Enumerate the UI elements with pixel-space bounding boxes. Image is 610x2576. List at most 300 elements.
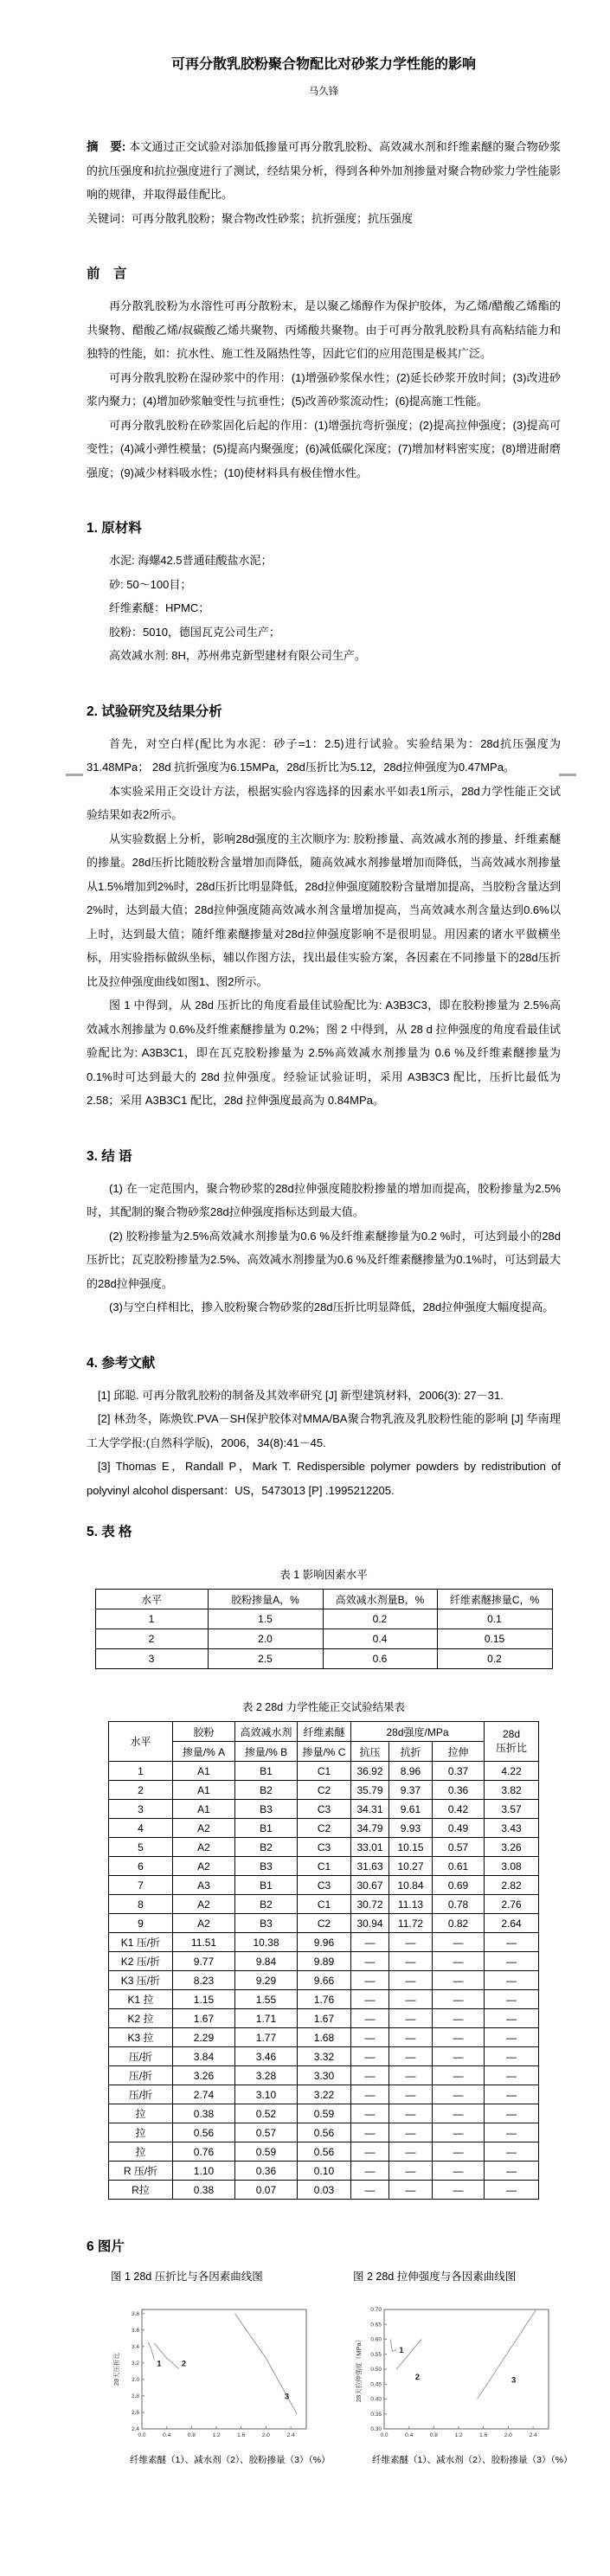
- table-header-row: [108, 1742, 538, 1762]
- table-cell: —: [350, 2104, 388, 2123]
- svg-text:3.2: 3.2: [131, 2361, 139, 2367]
- heading-references: 4. 参考文献: [87, 1355, 156, 1371]
- table-cell: B1: [234, 1819, 297, 1838]
- table-cell: A2: [172, 1914, 234, 1933]
- table-cell: 2.82: [485, 1876, 539, 1895]
- column-header: 胶粉掺量A，%: [208, 1590, 323, 1609]
- figure-1-caption: 图 1 28d 压折比与各因素曲线图: [111, 2271, 263, 2283]
- svg-text:2: 2: [181, 2359, 187, 2369]
- svg-text:3.0: 3.0: [131, 2377, 139, 2384]
- page-break-marker: [0, 774, 610, 776]
- table-cell: 7: [108, 1876, 172, 1895]
- svg-text:0.55: 0.55: [370, 2351, 382, 2358]
- experiment-paragraph: 图 1 中得到，从 28d 压折比的角度看最佳试验配比为: A3B3C3，即在胶粉掺量为 2.5%高效减水剂掺量为 0.6%及纤维素醚掺量为 0.2%；图 2 中得到，从 28 d 拉伸强度的角度看最佳试验配比为: A3B3C1，即在瓦克胶粉掺量为 2.5%高效减水剂掺量为 0.6 %及纤维素醚掺量为 0.1%时可达到最大的 28d 拉伸强度。经验证试验证明，采用 A3B3C3 配比，压折比最低为 2.58；采用 A3B3C1 配比，28d 拉伸强度最高为 0.84MPa。: [87, 999, 561, 1107]
- table-cell: C3: [297, 1800, 350, 1819]
- column-header: 掺量/% A: [172, 1742, 234, 1762]
- table-row: [108, 1895, 538, 1914]
- table-cell: 0.42: [432, 1800, 484, 1819]
- table-cell: 9.37: [388, 1781, 432, 1800]
- table-cell: —: [350, 2009, 388, 2028]
- heading-experiment: 2. 试验研究及结果分析: [87, 703, 222, 719]
- table-cell: 0.38: [172, 2104, 234, 2123]
- table-cell: R拉: [108, 2181, 172, 2200]
- table-row: [95, 1609, 552, 1629]
- table-cell: 9.84: [234, 1952, 297, 1971]
- table-cell: —: [432, 2181, 484, 2200]
- table-row: [108, 1800, 538, 1819]
- table-cell: 3.30: [297, 2066, 350, 2085]
- table-cell: —: [432, 2085, 484, 2104]
- table-cell: 1.5: [208, 1609, 323, 1629]
- preface-paragraph: 可再分散乳胶粉在湿砂浆中的作用：(1)增强砂浆保水性；(2)延长砂浆开放时间；(3)改进砂浆内聚力；(4)增加砂浆触变性与抗垂性；(5)改善砂浆流动性；(6)提高施工性能。: [87, 370, 561, 408]
- table-cell: —: [432, 1952, 484, 1971]
- svg-text:0.4: 0.4: [405, 2432, 414, 2438]
- table-cell: —: [388, 2104, 432, 2123]
- svg-text:2.4: 2.4: [286, 2432, 295, 2438]
- table-row: [108, 2009, 538, 2028]
- table-cell: 压/折: [108, 2085, 172, 2104]
- table-factor-levels: [95, 1589, 553, 1669]
- table-cell: 1.76: [297, 1990, 350, 2009]
- table-cell: B3: [234, 1800, 297, 1819]
- table-cell: 0.56: [172, 2123, 234, 2142]
- svg-text:0.60: 0.60: [370, 2336, 382, 2343]
- table-cell: 9: [108, 1914, 172, 1933]
- table-cell: 3.32: [297, 2047, 350, 2066]
- table-cell: —: [388, 2123, 432, 2142]
- column-header: 掺量/% B: [234, 1742, 297, 1762]
- table-cell: 3.10: [234, 2085, 297, 2104]
- svg-text:3.6: 3.6: [131, 2328, 139, 2334]
- svg-text:2.4: 2.4: [131, 2426, 139, 2433]
- table-cell: 拉: [108, 2123, 172, 2142]
- table-cell: 5: [108, 1838, 172, 1857]
- column-header: 拉伸: [432, 1742, 484, 1762]
- table-cell: —: [350, 2123, 388, 2142]
- column-header-line: 压折比: [495, 1742, 527, 1754]
- table-cell: A2: [172, 1895, 234, 1914]
- table-cell: 9.29: [234, 1971, 297, 1990]
- table-cell: —: [388, 2066, 432, 2085]
- svg-text:0.40: 0.40: [370, 2396, 382, 2403]
- column-header: 掺量/% C: [297, 1742, 350, 1762]
- table-cell: 2.5: [208, 1649, 323, 1669]
- table-cell: 8.23: [172, 1971, 234, 1990]
- table-row: [108, 2142, 538, 2162]
- table-cell: B2: [234, 1781, 297, 1800]
- table-cell: —: [388, 1952, 432, 1971]
- author-name: 马久锋: [308, 87, 339, 97]
- table-row: [108, 1819, 538, 1838]
- table-row: [108, 2123, 538, 2142]
- table-cell: 3.08: [485, 1857, 539, 1876]
- table-cell: C1: [297, 1857, 350, 1876]
- experiment-paragraph: 从实验数据上分析，影响28d强度的主次顺序为: 胶粉掺量、高效减水剂的掺量、纤维素醚的掺量。28d压折比随胶粉含量增加而降低，随高效减水剂掺量增加而降低，当高效减水剂掺量从1.5%增加到2%时，28d压折比明显降低，28d拉伸强度随胶粉含量增加提高，当胶粉含量达到2%时，达到最大值；28d拉伸强度随高效减水剂含量增加提高，当高效减水剂含量达到0.6%以上时，达到最大值；随纤维素醚掺量对28d拉伸强度影响不是很明显。用因素的诸水平做横坐标，用实验指标做纵坐标，辅以作图方法，找出最佳实验方案，各因素在不同掺量下的28d压折比及拉伸强度曲线如图1、图2所示。: [87, 832, 561, 988]
- table-row: [108, 1952, 538, 1971]
- table-cell: —: [485, 2009, 539, 2028]
- table-row: [108, 1876, 538, 1895]
- svg-text:0.50: 0.50: [370, 2367, 382, 2374]
- table-cell: 0.56: [297, 2142, 350, 2162]
- table-cell: 0.82: [432, 1914, 484, 1933]
- table-cell: —: [485, 2181, 539, 2200]
- figure-2: [353, 2269, 573, 2466]
- table-cell: —: [432, 2104, 484, 2123]
- svg-text:2.8: 2.8: [131, 2393, 139, 2400]
- table-cell: 2.76: [485, 1895, 539, 1914]
- table-row: [108, 2162, 538, 2181]
- table-cell: —: [350, 2162, 388, 2181]
- column-header: 水平: [108, 1722, 172, 1762]
- table-cell: 0.52: [234, 2104, 297, 2123]
- heading-conclusion: 3. 结 语: [87, 1148, 132, 1164]
- table-cell: —: [388, 1933, 432, 1952]
- table-cell: 3.57: [485, 1800, 539, 1819]
- column-header: 抗折: [388, 1742, 432, 1762]
- column-header: 水平: [95, 1590, 208, 1609]
- table-row: [108, 1857, 538, 1876]
- table-cell: 0.57: [432, 1838, 484, 1857]
- svg-text:0.65: 0.65: [370, 2322, 382, 2329]
- svg-text:2: 2: [414, 2373, 421, 2383]
- table-header-row: [108, 1722, 538, 1742]
- conclusion-paragraph: (2) 胶粉掺量为2.5%高效减水剂掺量为0.6 %及纤维素醚掺量为0.2 %时，可达到最小的28d压折比；瓦克胶粉掺量为2.5%、高效减水剂掺量为0.6 %及纤维素醚掺量为0.1%时，可达到最大的28d拉伸强度。: [87, 1229, 561, 1290]
- table-row: [108, 2047, 538, 2066]
- svg-text:1.2: 1.2: [212, 2432, 221, 2438]
- table-cell: B2: [234, 1895, 297, 1914]
- table-cell: 0.49: [432, 1819, 484, 1838]
- table-cell: 0.10: [297, 2162, 350, 2181]
- column-header: 纤维素醚: [297, 1722, 350, 1742]
- table-cell: —: [485, 2066, 539, 2085]
- table-row: [95, 1649, 552, 1669]
- table-cell: —: [388, 2142, 432, 2162]
- svg-text:2.6: 2.6: [131, 2410, 139, 2417]
- table-cell: 0.38: [172, 2181, 234, 2200]
- table-cell: 0.4: [323, 1629, 437, 1649]
- column-header: 纤维素醚掺量C，%: [437, 1590, 552, 1609]
- table-cell: —: [485, 1933, 539, 1952]
- table-cell: 0.69: [432, 1876, 484, 1895]
- table-cell: 34.31: [350, 1800, 388, 1819]
- svg-text:2.0: 2.0: [504, 2432, 512, 2438]
- svg-text:1.6: 1.6: [479, 2432, 488, 2438]
- table-cell: —: [388, 2162, 432, 2181]
- heading-preface: 前 言: [87, 267, 127, 281]
- svg-text:0.45: 0.45: [370, 2381, 382, 2388]
- svg-text:3.4: 3.4: [131, 2344, 139, 2350]
- table-cell: —: [485, 2123, 539, 2142]
- table-cell: —: [350, 2085, 388, 2104]
- table-cell: —: [432, 2162, 484, 2181]
- svg-text:0.8: 0.8: [429, 2432, 438, 2438]
- table-row: [108, 2066, 538, 2085]
- table-cell: A1: [172, 1781, 234, 1800]
- table-cell: —: [350, 2181, 388, 2200]
- table-cell: 8: [108, 1895, 172, 1914]
- table-cell: 2.29: [172, 2028, 234, 2047]
- table-cell: 0.59: [297, 2104, 350, 2123]
- table-cell: 10.15: [388, 1838, 432, 1857]
- table-cell: 3.26: [485, 1838, 539, 1857]
- table-cell: 10.27: [388, 1857, 432, 1876]
- table-cell: 0.37: [432, 1762, 484, 1781]
- table-cell: 1.68: [297, 2028, 350, 2047]
- table-cell: 2: [95, 1629, 208, 1649]
- svg-text:2.4: 2.4: [529, 2432, 537, 2438]
- table-row: [95, 1629, 552, 1649]
- table-cell: 6: [108, 1857, 172, 1876]
- column-header: 抗压: [350, 1742, 388, 1762]
- figure-2-caption: 图 2 28d 拉伸强度与各因素曲线图: [353, 2271, 517, 2283]
- table-cell: C2: [297, 1781, 350, 1800]
- table-cell: 0.59: [234, 2142, 297, 2162]
- table-cell: K3 压/折: [108, 1971, 172, 1990]
- table-cell: A1: [172, 1762, 234, 1781]
- table-cell: —: [485, 2142, 539, 2162]
- figure-2-xaxis-label: 纤维素醚（1）、减水剂（2）、胶粉掺量（3）（%）: [372, 2455, 573, 2465]
- table-cell: 拉: [108, 2104, 172, 2123]
- table1-caption: 表 1 影响因素水平: [279, 1569, 368, 1581]
- table-cell: 36.92: [350, 1762, 388, 1781]
- material-item: 纤维素醚：HPMC；: [109, 601, 210, 614]
- svg-text:0.70: 0.70: [370, 2307, 382, 2314]
- table-cell: 4: [108, 1819, 172, 1838]
- svg-text:0.35: 0.35: [370, 2412, 382, 2418]
- table-row: [108, 2104, 538, 2123]
- table-cell: —: [432, 2028, 484, 2047]
- svg-text:3.8: 3.8: [131, 2311, 139, 2317]
- table-cell: A3: [172, 1876, 234, 1895]
- table-cell: K3 拉: [108, 2028, 172, 2047]
- table-cell: —: [388, 1990, 432, 2009]
- table-cell: C2: [297, 1819, 350, 1838]
- table-cell: 3.43: [485, 1819, 539, 1838]
- table-cell: 1.10: [172, 2162, 234, 2181]
- table-cell: —: [388, 2047, 432, 2066]
- table-cell: —: [350, 2066, 388, 2085]
- table-cell: 1.77: [234, 2028, 297, 2047]
- table-orthogonal-results: [108, 1721, 539, 2200]
- table-cell: —: [432, 1971, 484, 1990]
- figure-1-xaxis-label: 纤维素醚（1）、减水剂（2）、胶粉掺量（3）（%）: [130, 2455, 331, 2465]
- table-row: [108, 1933, 538, 1952]
- table-cell: 2.74: [172, 2085, 234, 2104]
- table-cell: 3: [95, 1649, 208, 1669]
- table-cell: 9.77: [172, 1952, 234, 1971]
- table-cell: 34.79: [350, 1819, 388, 1838]
- figure-1: [111, 2269, 331, 2466]
- table-cell: 压/折: [108, 2066, 172, 2085]
- table-cell: 0.36: [432, 1781, 484, 1800]
- column-header: [485, 1722, 539, 1762]
- column-header-group: 28d强度/MPa: [350, 1722, 484, 1742]
- experiment-paragraph: 本实验采用正交设计方法，根据实验内容选择的因素水平如表1所示，28d力学性能正交试验结果如表2所示。: [87, 784, 561, 821]
- table-row: [108, 1990, 538, 2009]
- table-cell: 35.79: [350, 1781, 388, 1800]
- preface-paragraph: 再分散乳胶粉为水溶性可再分散粉末，是以聚乙烯醇作为保护胶体，为乙烯/醋酸乙烯酯的共聚物、醋酸乙烯/叔碳酸乙烯共聚物、丙烯酸共聚物。由于可再分散乳胶粉具有高粘结能力和独特的性能，如：抗水性、施工性及隔热性等，因此它们的应用范围是极其广泛。: [87, 299, 561, 360]
- table-cell: 3.46: [234, 2047, 297, 2066]
- reference-item: [3] Thomas E，Randall P，Mark T. Redispersible polymer powders by redistribution of polyvinyl alcohol dispersant：US，5473013 [P] .1995212205.: [87, 1460, 561, 1497]
- material-item: 水泥: 海螺42.5普通硅酸盐水泥；: [109, 554, 273, 567]
- table-cell: R 压/折: [108, 2162, 172, 2181]
- table-cell: —: [388, 2181, 432, 2200]
- table-cell: 9.61: [388, 1800, 432, 1819]
- table-cell: —: [432, 2047, 484, 2066]
- svg-text:1.2: 1.2: [454, 2432, 463, 2438]
- table-cell: 2.0: [208, 1629, 323, 1649]
- table-cell: K1 压/折: [108, 1933, 172, 1952]
- table-cell: 1.67: [297, 2009, 350, 2028]
- abstract-label: 摘 要:: [87, 140, 130, 153]
- svg-text:2.0: 2.0: [261, 2432, 270, 2438]
- table-cell: 31.63: [350, 1857, 388, 1876]
- abstract-text: 本文通过正交试验对添加低掺量可再分散乳胶粉、高效减水剂和纤维素醚的聚合物砂浆的抗压强度和抗拉强度进行了测试，经结果分析，得到各种外加剂掺量对聚合物砂浆力学性能影响的规律，并取得最佳配比。: [87, 140, 561, 201]
- table-row: [108, 1971, 538, 1990]
- table-row: [108, 2085, 538, 2104]
- table-cell: —: [388, 2085, 432, 2104]
- table-cell: 10.38: [234, 1933, 297, 1952]
- table-cell: 11.72: [388, 1914, 432, 1933]
- table-cell: C2: [297, 1914, 350, 1933]
- table-cell: 0.36: [234, 2162, 297, 2181]
- figure-2-line-chart: [353, 2303, 557, 2452]
- table-cell: 0.57: [234, 2123, 297, 2142]
- svg-text:1: 1: [157, 2359, 162, 2369]
- table-cell: B3: [234, 1857, 297, 1876]
- table-cell: 0.56: [297, 2123, 350, 2142]
- table-cell: 3: [108, 1800, 172, 1819]
- table-cell: 1.71: [234, 2009, 297, 2028]
- table-cell: 0.2: [437, 1649, 552, 1669]
- table-cell: 8.96: [388, 1762, 432, 1781]
- experiment-paragraph: 首先，对空白样(配比为水泥：砂子=1：2.5)进行试验。实验结果为：28d抗压强度为31.48MPa； 28d 抗折强度为6.15MPa，28d压折比为5.12，28d拉伸强度为0.47MPa。: [87, 736, 561, 774]
- table-cell: 0.03: [297, 2181, 350, 2200]
- table2-caption: 表 2 28d 力学性能正交试验结果表: [241, 1701, 406, 1713]
- table-cell: —: [485, 1952, 539, 1971]
- table-cell: 0.2: [323, 1609, 437, 1629]
- material-item: 高效减水剂: 8H，苏州弗克新型建材有限公司生产。: [109, 649, 366, 662]
- table-cell: 0.15: [437, 1629, 552, 1649]
- page-title: 可再分散乳胶粉聚合物配比对砂浆力学性能的影响: [170, 57, 476, 72]
- table-cell: 0.78: [432, 1895, 484, 1914]
- table-cell: 1.67: [172, 2009, 234, 2028]
- table-cell: —: [485, 1971, 539, 1990]
- conclusion-paragraph: (3)与空白样相比，掺入胶粉聚合物砂浆的28d压折比明显降低，28d拉伸强度大幅度提高。: [109, 1301, 555, 1314]
- table-cell: 1.55: [234, 1990, 297, 2009]
- reference-item: [1] 邱聪. 可再分散乳胶粉的制备及其效率研究 [J] 新型建筑材料，2006(3): 27－31.: [98, 1388, 504, 1402]
- table-cell: 0.61: [432, 1857, 484, 1876]
- table-cell: B1: [234, 1876, 297, 1895]
- table-cell: 30.72: [350, 1895, 388, 1914]
- column-header: 胶粉: [172, 1722, 234, 1742]
- conclusion-paragraph: (1) 在一定范围内，聚合物砂浆的28d拉伸强度随胶粉掺量的增加而提高，胶粉掺量为2.5%时，其配制的聚合物砂浆28d拉伸强度指标达到最大值。: [87, 1181, 561, 1218]
- table-row: [108, 1781, 538, 1800]
- table-cell: B1: [234, 1762, 297, 1781]
- figures-row: [87, 2269, 573, 2466]
- table-cell: —: [485, 2104, 539, 2123]
- table-cell: —: [485, 2028, 539, 2047]
- page-break-dash-right: [559, 774, 576, 776]
- table-cell: K2 压/折: [108, 1952, 172, 1971]
- svg-text:0.4: 0.4: [163, 2432, 171, 2438]
- table-cell: —: [485, 1990, 539, 2009]
- column-header: 高效减水剂量B，%: [323, 1590, 437, 1609]
- table-cell: —: [485, 2047, 539, 2066]
- column-header: 高效减水剂: [234, 1722, 297, 1742]
- table-cell: 9.89: [297, 1952, 350, 1971]
- material-item: 胶粉：5010，德国瓦克公司生产；: [109, 625, 280, 639]
- table-cell: —: [485, 2085, 539, 2104]
- table-cell: —: [432, 2066, 484, 2085]
- table-cell: 1.15: [172, 1990, 234, 2009]
- table-cell: 2: [108, 1781, 172, 1800]
- table-cell: —: [432, 2123, 484, 2142]
- table-cell: 拉: [108, 2142, 172, 2162]
- table-cell: 1: [108, 1762, 172, 1781]
- table-cell: 33.01: [350, 1838, 388, 1857]
- table-header-row: [95, 1590, 552, 1609]
- table-cell: C3: [297, 1876, 350, 1895]
- table-cell: 3.84: [172, 2047, 234, 2066]
- table-cell: K1 拉: [108, 1990, 172, 2009]
- page-break-dash-left: [66, 774, 83, 776]
- table-cell: —: [350, 1971, 388, 1990]
- table-cell: A1: [172, 1800, 234, 1819]
- table-cell: 4.22: [485, 1762, 539, 1781]
- table-cell: —: [350, 2142, 388, 2162]
- svg-text:0.30: 0.30: [370, 2426, 382, 2433]
- table-cell: —: [432, 2142, 484, 2162]
- svg-text:0.0: 0.0: [380, 2432, 388, 2438]
- table-cell: 10.84: [388, 1876, 432, 1895]
- table-row: [108, 1762, 538, 1781]
- table-row: [108, 2181, 538, 2200]
- table-cell: 3.28: [234, 2066, 297, 2085]
- table-cell: K2 拉: [108, 2009, 172, 2028]
- figure-1-line-chart: [111, 2303, 315, 2452]
- table-cell: A2: [172, 1819, 234, 1838]
- table-cell: —: [350, 1952, 388, 1971]
- table-cell: —: [432, 1933, 484, 1952]
- heading-figures: 6 图片: [87, 2239, 125, 2254]
- reference-item: [2] 林劲冬，陈焕钦.PVA－SH保护胶体对MMA/BA聚合物乳液及乳胶粉性能的影响 [J] 华南理工大学学报:(自然科学版)，2006，34(8):41－45.: [87, 1412, 561, 1449]
- table-cell: 9.66: [297, 1971, 350, 1990]
- table-cell: B3: [234, 1914, 297, 1933]
- table-cell: 3.82: [485, 1781, 539, 1800]
- table-cell: 30.67: [350, 1876, 388, 1895]
- svg-text:0.8: 0.8: [187, 2432, 196, 2438]
- table-row: [108, 1838, 538, 1857]
- svg-text:28天拉伸强度（MPa）: 28天拉伸强度（MPa）: [355, 2335, 363, 2403]
- table-cell: 3.26: [172, 2066, 234, 2085]
- material-item: 砂: 50～100目；: [109, 577, 192, 591]
- svg-text:3: 3: [511, 2375, 517, 2386]
- abstract-paragraph: [87, 135, 561, 207]
- svg-text:1: 1: [399, 2346, 404, 2355]
- table-cell: 9.93: [388, 1819, 432, 1838]
- table-cell: 2.64: [485, 1914, 539, 1933]
- table-row: [108, 2028, 538, 2047]
- table-cell: 1: [95, 1609, 208, 1629]
- table-cell: B2: [234, 1838, 297, 1857]
- table-cell: 0.07: [234, 2181, 297, 2200]
- table-cell: A2: [172, 1838, 234, 1857]
- table-cell: —: [350, 2028, 388, 2047]
- heading-tables: 5. 表 格: [87, 1525, 132, 1539]
- table-cell: 0.76: [172, 2142, 234, 2162]
- table-cell: —: [388, 2028, 432, 2047]
